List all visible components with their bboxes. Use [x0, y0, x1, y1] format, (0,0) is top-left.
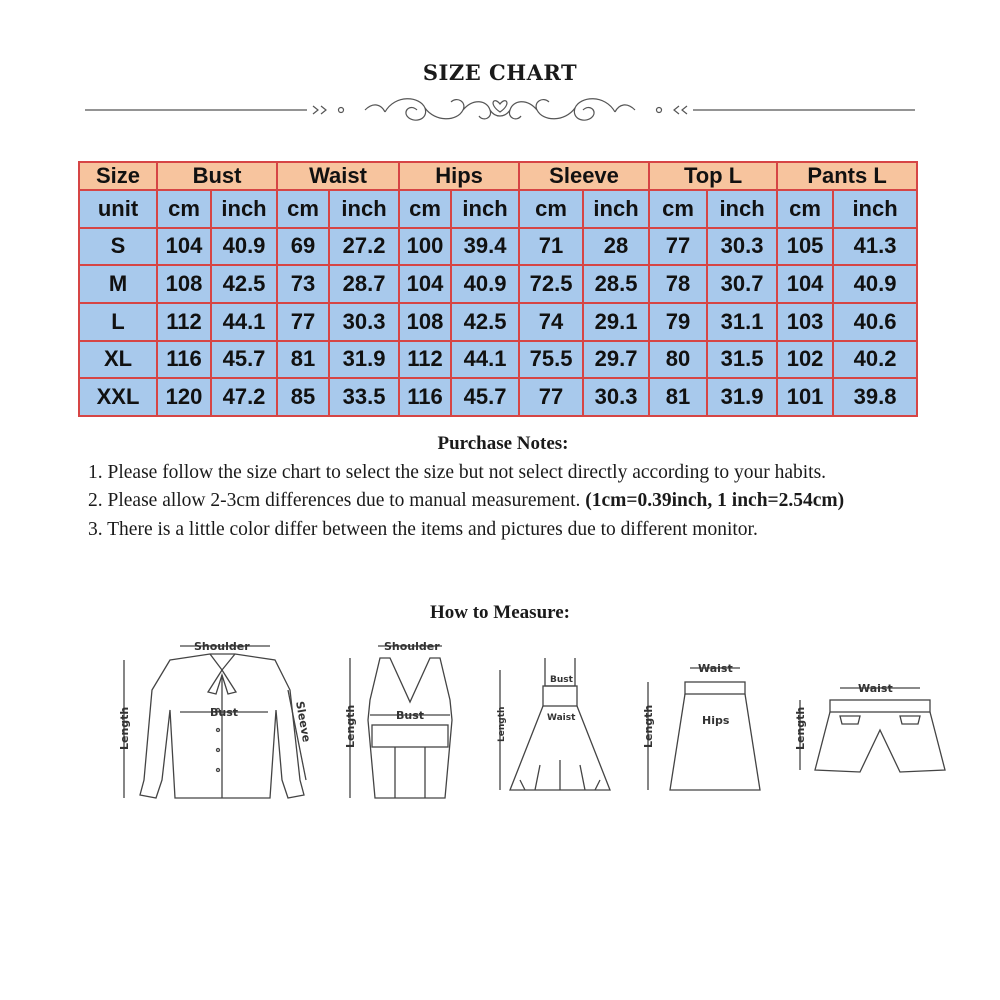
value-cell: 27.2: [329, 228, 399, 266]
value-cell: 30.3: [707, 228, 777, 266]
value-cell: 29.1: [583, 303, 649, 341]
skirt-illustration: [648, 668, 760, 790]
page-title: SIZE CHART: [422, 60, 578, 85]
note-2: [88, 487, 948, 516]
header-sleeve: Sleeve: [519, 162, 649, 190]
unit-cell: cm: [399, 190, 451, 228]
size-label-cell: XL: [79, 341, 157, 379]
value-cell: 85: [277, 378, 329, 416]
unit-cell: inch: [583, 190, 649, 228]
value-cell: 101: [777, 378, 833, 416]
purchase-notes: [88, 430, 948, 544]
value-cell: 71: [519, 228, 583, 266]
measurement-diagrams: [100, 630, 960, 830]
value-cell: 28: [583, 228, 649, 266]
skirt-waist-label: Waist: [698, 662, 733, 675]
value-cell: 40.2: [833, 341, 917, 379]
value-cell: 30.3: [583, 378, 649, 416]
value-cell: 104: [777, 265, 833, 303]
value-cell: 39.8: [833, 378, 917, 416]
dress-waist-label: Waist: [547, 713, 576, 723]
table-row: [79, 265, 917, 303]
tank-length-label: Length: [344, 704, 357, 748]
blouse-shoulder-label: Shoulder: [194, 640, 250, 653]
note-2-conversion: (1cm=0.39inch, 1 inch=2.54cm): [585, 490, 845, 511]
note-3: 3. There is a little color differ between the items and pictures due to different monitor.: [88, 518, 758, 540]
unit-cell: cm: [277, 190, 329, 228]
dress-bust-label: Bust: [550, 675, 573, 685]
unit-cell: cm: [157, 190, 211, 228]
header-hips: Hips: [399, 162, 519, 190]
value-cell: 30.7: [707, 265, 777, 303]
unit-cell: unit: [79, 190, 157, 228]
header-row: [79, 162, 917, 190]
value-cell: 77: [649, 228, 707, 266]
ornamental-divider: [85, 88, 915, 132]
value-cell: 40.9: [451, 265, 519, 303]
value-cell: 103: [777, 303, 833, 341]
value-cell: 40.9: [211, 228, 277, 266]
value-cell: 40.9: [833, 265, 917, 303]
header-top-l: Top L: [649, 162, 777, 190]
value-cell: 31.9: [707, 378, 777, 416]
tank-bust-label: Bust: [396, 709, 425, 722]
value-cell: 28.7: [329, 265, 399, 303]
tank-top-illustration: [350, 646, 452, 798]
header-bust: Bust: [157, 162, 277, 190]
table-row: [79, 341, 917, 379]
value-cell: 81: [649, 378, 707, 416]
unit-cell: inch: [707, 190, 777, 228]
unit-row: [79, 190, 917, 228]
value-cell: 31.5: [707, 341, 777, 379]
value-cell: 31.9: [329, 341, 399, 379]
value-cell: 112: [157, 303, 211, 341]
unit-cell: inch: [833, 190, 917, 228]
value-cell: 30.3: [329, 303, 399, 341]
value-cell: 104: [157, 228, 211, 266]
value-cell: 116: [399, 378, 451, 416]
size-label-cell: M: [79, 265, 157, 303]
blouse-length-label: Length: [118, 706, 131, 750]
value-cell: 104: [399, 265, 451, 303]
blouse-illustration: [124, 646, 306, 798]
value-cell: 116: [157, 341, 211, 379]
value-cell: 29.7: [583, 341, 649, 379]
value-cell: 47.2: [211, 378, 277, 416]
value-cell: 108: [399, 303, 451, 341]
unit-cell: inch: [451, 190, 519, 228]
size-label-cell: XXL: [79, 378, 157, 416]
unit-cell: inch: [211, 190, 277, 228]
value-cell: 31.1: [707, 303, 777, 341]
unit-cell: cm: [649, 190, 707, 228]
value-cell: 45.7: [211, 341, 277, 379]
value-cell: 102: [777, 341, 833, 379]
size-label-cell: L: [79, 303, 157, 341]
skirt-hips-label: Hips: [702, 714, 730, 727]
value-cell: 42.5: [451, 303, 519, 341]
unit-cell: inch: [329, 190, 399, 228]
value-cell: 78: [649, 265, 707, 303]
shorts-length-label: Length: [794, 706, 807, 750]
value-cell: 80: [649, 341, 707, 379]
size-chart-table: [78, 161, 918, 417]
header-pants-l: Pants L: [777, 162, 917, 190]
value-cell: 105: [777, 228, 833, 266]
value-cell: 44.1: [211, 303, 277, 341]
note-2-text: 2. Please allow 2-3cm differences due to manual measurement.: [88, 490, 586, 511]
tank-shoulder-label: Shoulder: [384, 640, 440, 653]
unit-cell: cm: [519, 190, 583, 228]
value-cell: 77: [277, 303, 329, 341]
size-label-cell: S: [79, 228, 157, 266]
value-cell: 42.5: [211, 265, 277, 303]
value-cell: 45.7: [451, 378, 519, 416]
value-cell: 120: [157, 378, 211, 416]
measure-title: How to Measure:: [429, 602, 570, 623]
value-cell: 74: [519, 303, 583, 341]
notes-title: Purchase Notes:: [437, 433, 569, 454]
blouse-bust-label: Bust: [210, 706, 239, 719]
value-cell: 33.5: [329, 378, 399, 416]
value-cell: 41.3: [833, 228, 917, 266]
value-cell: 44.1: [451, 341, 519, 379]
blouse-sleeve-label: Sleeve: [293, 700, 314, 744]
shorts-waist-label: Waist: [858, 682, 893, 695]
value-cell: 28.5: [583, 265, 649, 303]
unit-cell: cm: [777, 190, 833, 228]
value-cell: 73: [277, 265, 329, 303]
value-cell: 39.4: [451, 228, 519, 266]
value-cell: 69: [277, 228, 329, 266]
value-cell: 40.6: [833, 303, 917, 341]
table-row: [79, 378, 917, 416]
header-waist: Waist: [277, 162, 399, 190]
value-cell: 75.5: [519, 341, 583, 379]
note-1: 1. Please follow the size chart to select the size but not select directly according to your habits.: [88, 461, 827, 483]
value-cell: 100: [399, 228, 451, 266]
value-cell: 79: [649, 303, 707, 341]
dress-length-label: Length: [497, 706, 507, 742]
value-cell: 112: [399, 341, 451, 379]
header-size: Size: [79, 162, 157, 190]
value-cell: 108: [157, 265, 211, 303]
table-row: [79, 303, 917, 341]
value-cell: 77: [519, 378, 583, 416]
skirt-length-label: Length: [642, 704, 655, 748]
table-row: [79, 228, 917, 266]
shorts-illustration: [800, 688, 945, 772]
value-cell: 81: [277, 341, 329, 379]
value-cell: 72.5: [519, 265, 583, 303]
